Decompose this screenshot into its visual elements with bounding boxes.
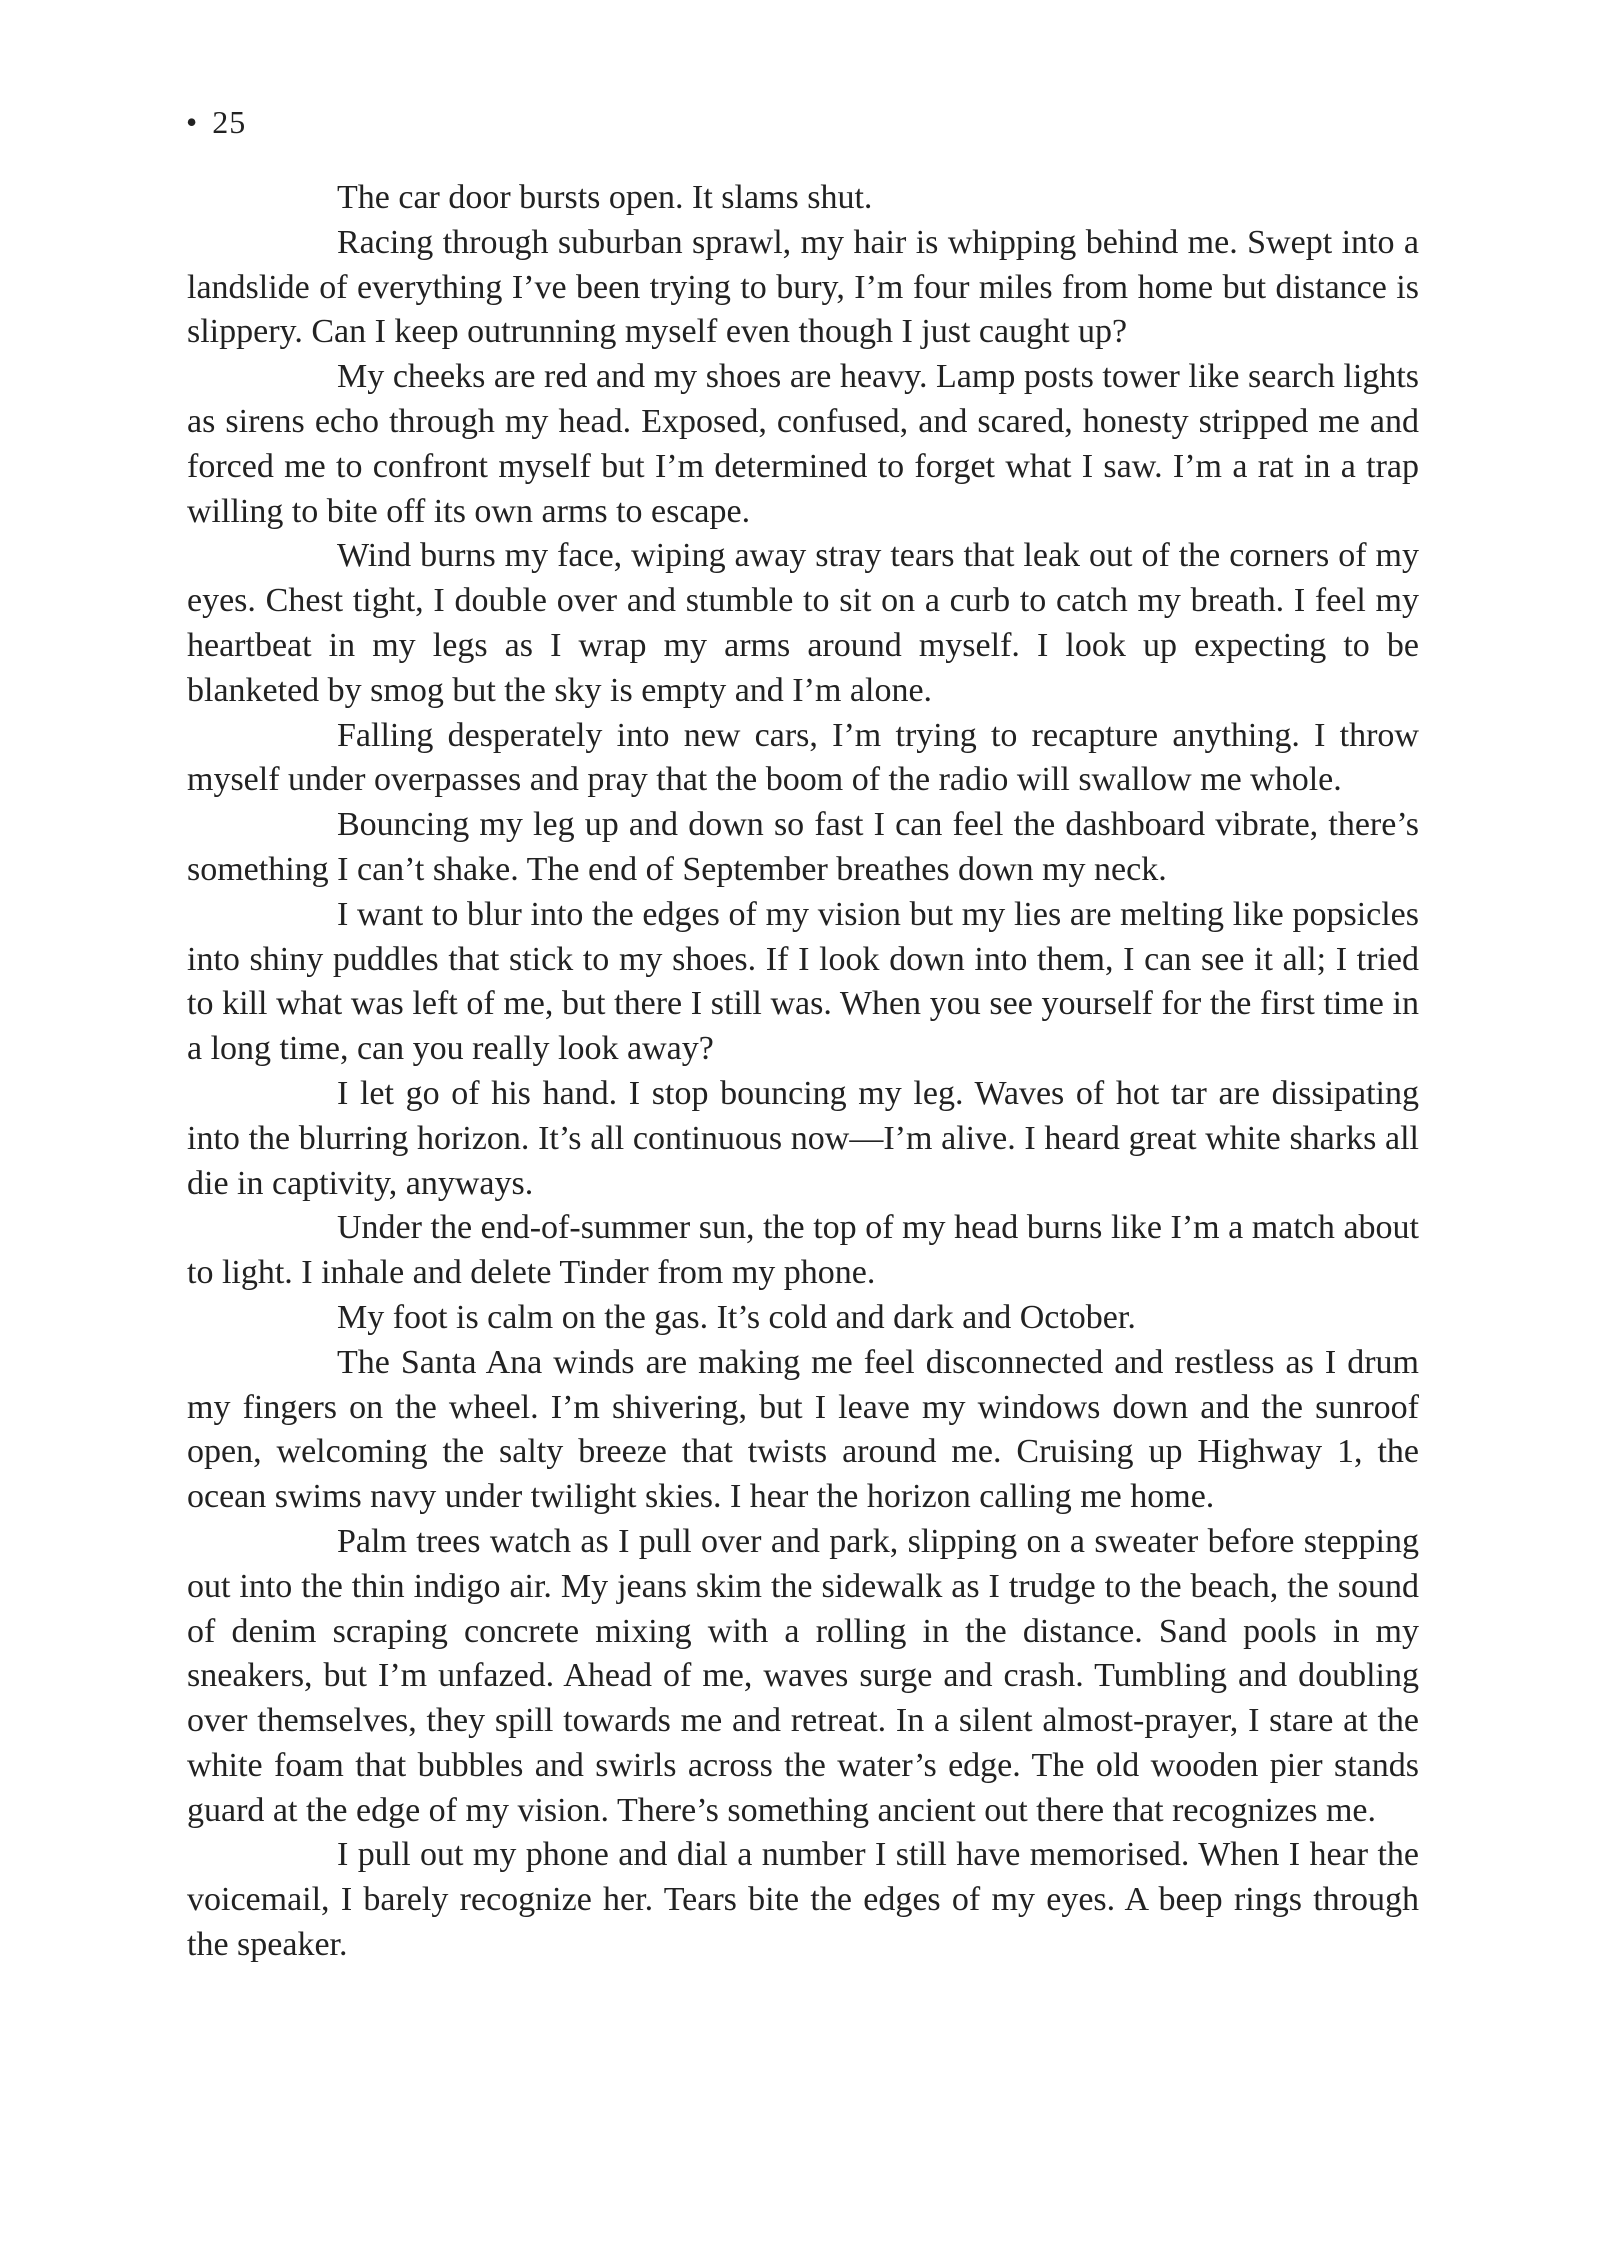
paragraph: Falling desperately into new cars, I’m trying to recapture anything. I throw myself under overpasses and pray that the boom of the radio will swallow me whole. (187, 716, 1419, 799)
paragraph: My cheeks are red and my shoes are heavy. Lamp posts tower like search lights as sirens echo through my head. Exposed, confused, and scared, honesty stripped me and forced me to confront myself but I’m determined to forget what I saw. I’m a rat in a trap willing to bite off its own arms to escape. (187, 358, 1419, 530)
page-number (186, 102, 246, 142)
paragraph: Palm trees watch as I pull over and park, slipping on a sweater before stepping out into the thin indigo air. My jeans skim the sidewalk as I trudge to the beach, the sound of denim scraping concrete mixing with a rolling in the distance. Sand pools in my sneakers, but I’m unfazed. Ahead of me, waves surge and crash. Tumbling and doubling over themselves, they spill towards me and retreat. In a silent almost-prayer, I stare at the white foam that bubbles and swirls across the water’s edge. The old wooden pier stands guard at the edge of my vision. There’s something ancient out there that recognizes me. (187, 1522, 1419, 1829)
paragraph: I want to blur into the edges of my vision but my lies are melting like popsicles into shiny puddles that stick to my shoes. If I look down into them, I can see it all; I tried to kill what was left of me, but there I still was. When you see yourself for the first time in a long time, can you really look away? (187, 895, 1419, 1068)
paragraph: Racing through suburban sprawl, my hair is whipping behind me. Swept into a landslide of everything I’ve been trying to bury, I’m four miles from home but distance is slippery. Can I keep outrunning myself even though I just caught up? (187, 223, 1419, 351)
paragraph: Under the end-of-summer sun, the top of my head burns like I’m a match about to light. I inhale and delete Tinder from my phone. (187, 1209, 1419, 1292)
body-text (187, 176, 1419, 1968)
page-number-value: 25 (212, 104, 247, 140)
paragraph: My foot is calm on the gas. It’s cold and dark and October. (337, 1298, 1136, 1336)
paragraph: Wind burns my face, wiping away stray tears that leak out of the corners of my eyes. Chest tight, I double over and stumble to sit on a curb to catch my breath. I feel my heartbeat in my legs as I wrap my arms around myself. I look up expecting to be blanketed by smog but the sky is empty and I’m alone. (187, 537, 1419, 709)
page-number-bullet: • (186, 104, 199, 140)
paragraph: The car door bursts open. It slams shut. (337, 179, 873, 216)
paragraph: The Santa Ana winds are making me feel disconnected and restless as I drum my fingers on the wheel. I’m shivering, but I leave my windows down and the sunroof open, welcoming the salty breeze that twists around me. Cruising up Highway 1, the ocean swims navy under twilight skies. I hear the horizon calling me home. (187, 1343, 1419, 1516)
paragraph: I pull out my phone and dial a number I still have memorised. When I hear the voicemail, I barely recognize her. Tears bite the edges of my eyes. A beep rings through the speaker. (187, 1836, 1419, 1964)
paragraph: Bouncing my leg up and down so fast I can feel the dashboard vibrate, there’s something I can’t shake. The end of September breathes down my neck. (187, 806, 1419, 888)
paragraph: I let go of his hand. I stop bouncing my leg. Waves of hot tar are dissipating into the blurring horizon. It’s all continuous now—I’m alive. I heard great white sharks all die in captivity, anyways. (187, 1074, 1419, 1202)
